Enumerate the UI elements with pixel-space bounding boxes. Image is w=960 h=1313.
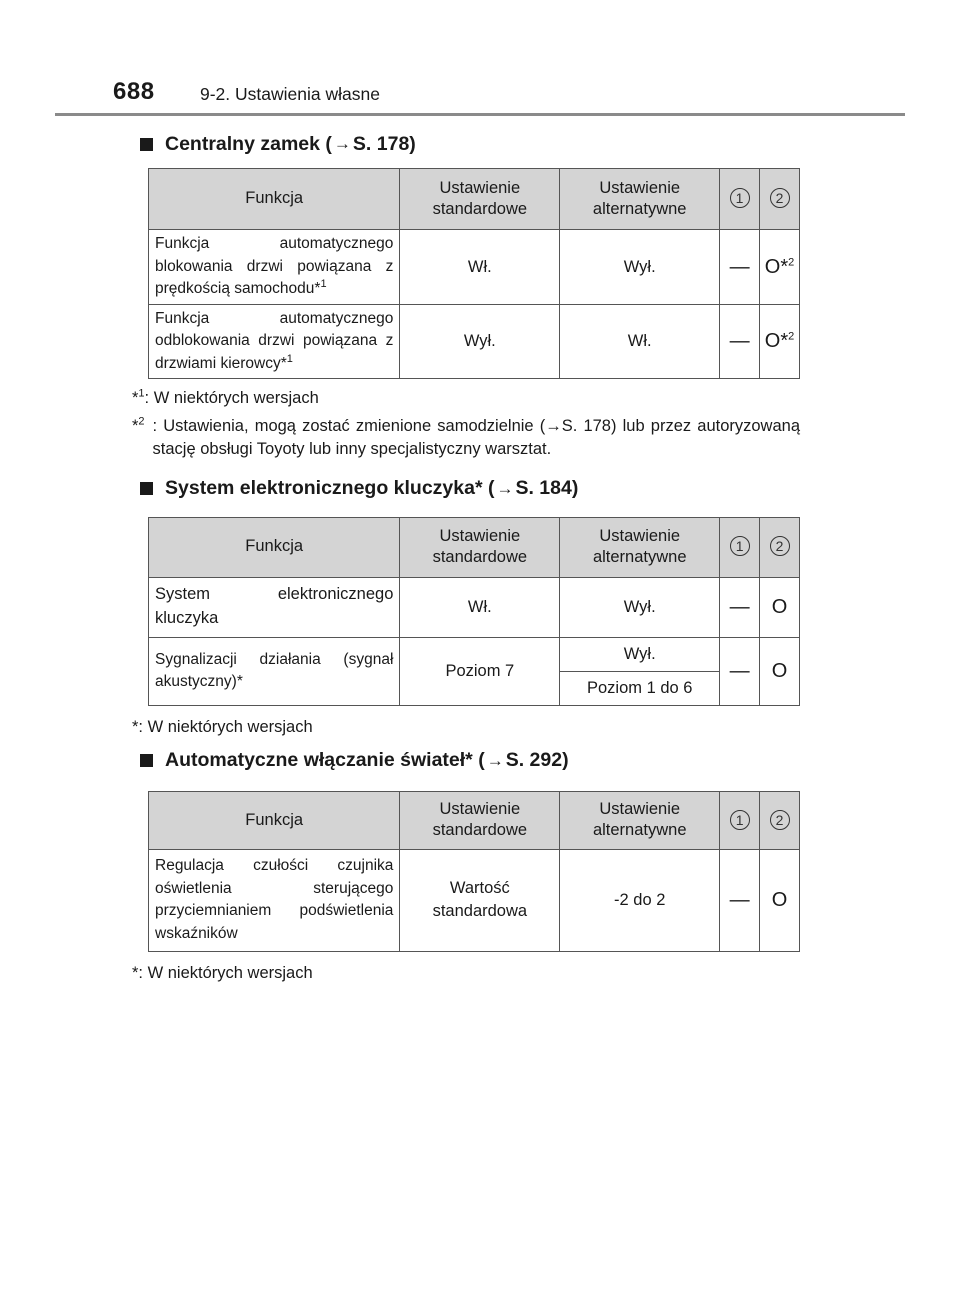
section-page-ref: S. 178) bbox=[352, 132, 416, 155]
col-header-default: Ustawienie standardowe bbox=[400, 517, 560, 577]
section-title-central-lock bbox=[140, 128, 800, 160]
col-header-function: Funkcja bbox=[149, 169, 400, 230]
page-header bbox=[0, 0, 960, 116]
col1-cell: — bbox=[720, 577, 760, 637]
section-title-smart-key bbox=[140, 473, 800, 505]
circled-1-icon: 1 bbox=[730, 810, 750, 830]
col-header-1 bbox=[720, 517, 760, 577]
col2-cell: O bbox=[760, 577, 800, 637]
settings-table-central-lock bbox=[148, 168, 800, 379]
function-cell: System elektronicznego kluczyka bbox=[149, 577, 400, 637]
col-header-alternative: Ustawienie alternatywne bbox=[560, 791, 720, 849]
alternative-cell: -2 do 2 bbox=[560, 849, 720, 951]
function-cell: Sygnalizacji działania (sygnał akustyczny)* bbox=[149, 637, 400, 705]
footnote: *: W niektórych wersjach bbox=[132, 963, 313, 982]
alternative-cell: Poziom 1 do 6 bbox=[560, 671, 720, 705]
col-header-function: Funkcja bbox=[149, 517, 400, 577]
settings-table-auto-lights bbox=[148, 791, 800, 952]
table-row bbox=[149, 230, 800, 305]
col2-cell: O bbox=[760, 637, 800, 705]
col-header-alternative: Ustawienie alternatywne bbox=[560, 517, 720, 577]
page-number: 688 bbox=[113, 78, 155, 105]
footnotes bbox=[132, 387, 800, 460]
col1-cell: — bbox=[720, 849, 760, 951]
col-header-2 bbox=[760, 169, 800, 230]
default-cell: Wartość standardowa bbox=[400, 849, 560, 951]
section-title-auto-lights bbox=[140, 745, 800, 777]
chapter-title: 9-2. Ustawienia własne bbox=[200, 84, 380, 104]
default-cell: Poziom 7 bbox=[400, 637, 560, 705]
default-cell: Wł. bbox=[400, 577, 560, 637]
alternative-cell: Wył. bbox=[560, 577, 720, 637]
section-title-text: Automatyczne włączanie świateł* ( bbox=[165, 749, 485, 772]
page-content bbox=[132, 128, 800, 985]
function-cell: Funkcja automatycznego blokowania drzwi powiązana z prędkością samochodu*$^1$ bbox=[149, 230, 400, 305]
col-header-2 bbox=[760, 791, 800, 849]
circled-2-icon: 2 bbox=[770, 536, 790, 556]
table-header-row bbox=[149, 791, 800, 849]
table-row bbox=[149, 849, 800, 951]
bullet-square-icon bbox=[140, 138, 153, 151]
col-header-function: Funkcja bbox=[149, 791, 400, 849]
col-header-default: Ustawienie standardowe bbox=[400, 169, 560, 230]
bullet-square-icon bbox=[140, 754, 153, 767]
col2-cell: O bbox=[760, 849, 800, 951]
col-header-default: Ustawienie standardowe bbox=[400, 791, 560, 849]
arrow-right-icon: → bbox=[486, 750, 504, 770]
circled-2-icon: 2 bbox=[770, 810, 790, 830]
table-row bbox=[149, 305, 800, 379]
bullet-square-icon bbox=[140, 482, 153, 495]
function-cell: Regulacja czułości czujnika oświetlenia sterującego przyciemnianiem podświetlenia wskaźników bbox=[149, 849, 400, 951]
circled-1-icon: 1 bbox=[730, 188, 750, 208]
col1-cell: — bbox=[720, 305, 760, 379]
section-title-text: System elektronicznego kluczyka* ( bbox=[165, 477, 495, 500]
arrow-right-icon: → bbox=[496, 478, 514, 498]
table-row bbox=[149, 577, 800, 637]
table-header-row bbox=[149, 517, 800, 577]
header-divider bbox=[55, 113, 905, 116]
section-page-ref: S. 184) bbox=[515, 477, 579, 500]
table-header-row bbox=[149, 169, 800, 230]
col2-cell: O*$^2$ bbox=[760, 230, 800, 305]
footnote-2: *$^2$ : Ustawienia, mogą zostać zmienione samodzielnie (→S. 178) lub przez autoryzowaną stację obsługi Toyoty lub inny specjalistyczny warsztat. bbox=[132, 415, 800, 458]
col-header-alternative: Ustawienie alternatywne bbox=[560, 169, 720, 230]
section-page-ref: S. 292) bbox=[505, 749, 569, 772]
col-header-1 bbox=[720, 169, 760, 230]
arrow-right-icon: → bbox=[333, 134, 351, 153]
footnote-1: *$^1$: W niektórych wersjach bbox=[132, 387, 319, 408]
settings-table-smart-key bbox=[148, 517, 800, 706]
default-cell: Wł. bbox=[400, 230, 560, 305]
circled-1-icon: 1 bbox=[730, 536, 750, 556]
alternative-cell: Wył. bbox=[560, 230, 720, 305]
default-cell: Wył. bbox=[400, 305, 560, 379]
col-header-2 bbox=[760, 517, 800, 577]
arrow-right-icon: → bbox=[545, 416, 562, 435]
function-cell: Funkcja automatycznego odblokowania drzwi powiązana z drzwiami kierowcy*$^1$ bbox=[149, 305, 400, 379]
footnote: *: W niektórych wersjach bbox=[132, 717, 313, 736]
section-title-text: Centralny zamek ( bbox=[165, 132, 332, 155]
col2-cell: O*$^2$ bbox=[760, 305, 800, 379]
col-header-1 bbox=[720, 791, 760, 849]
circled-2-icon: 2 bbox=[770, 188, 790, 208]
alternative-cell: Wył. bbox=[560, 637, 720, 671]
col1-cell: — bbox=[720, 230, 760, 305]
table-row bbox=[149, 637, 800, 671]
col1-cell: — bbox=[720, 637, 760, 705]
alternative-cell: Wł. bbox=[560, 305, 720, 379]
